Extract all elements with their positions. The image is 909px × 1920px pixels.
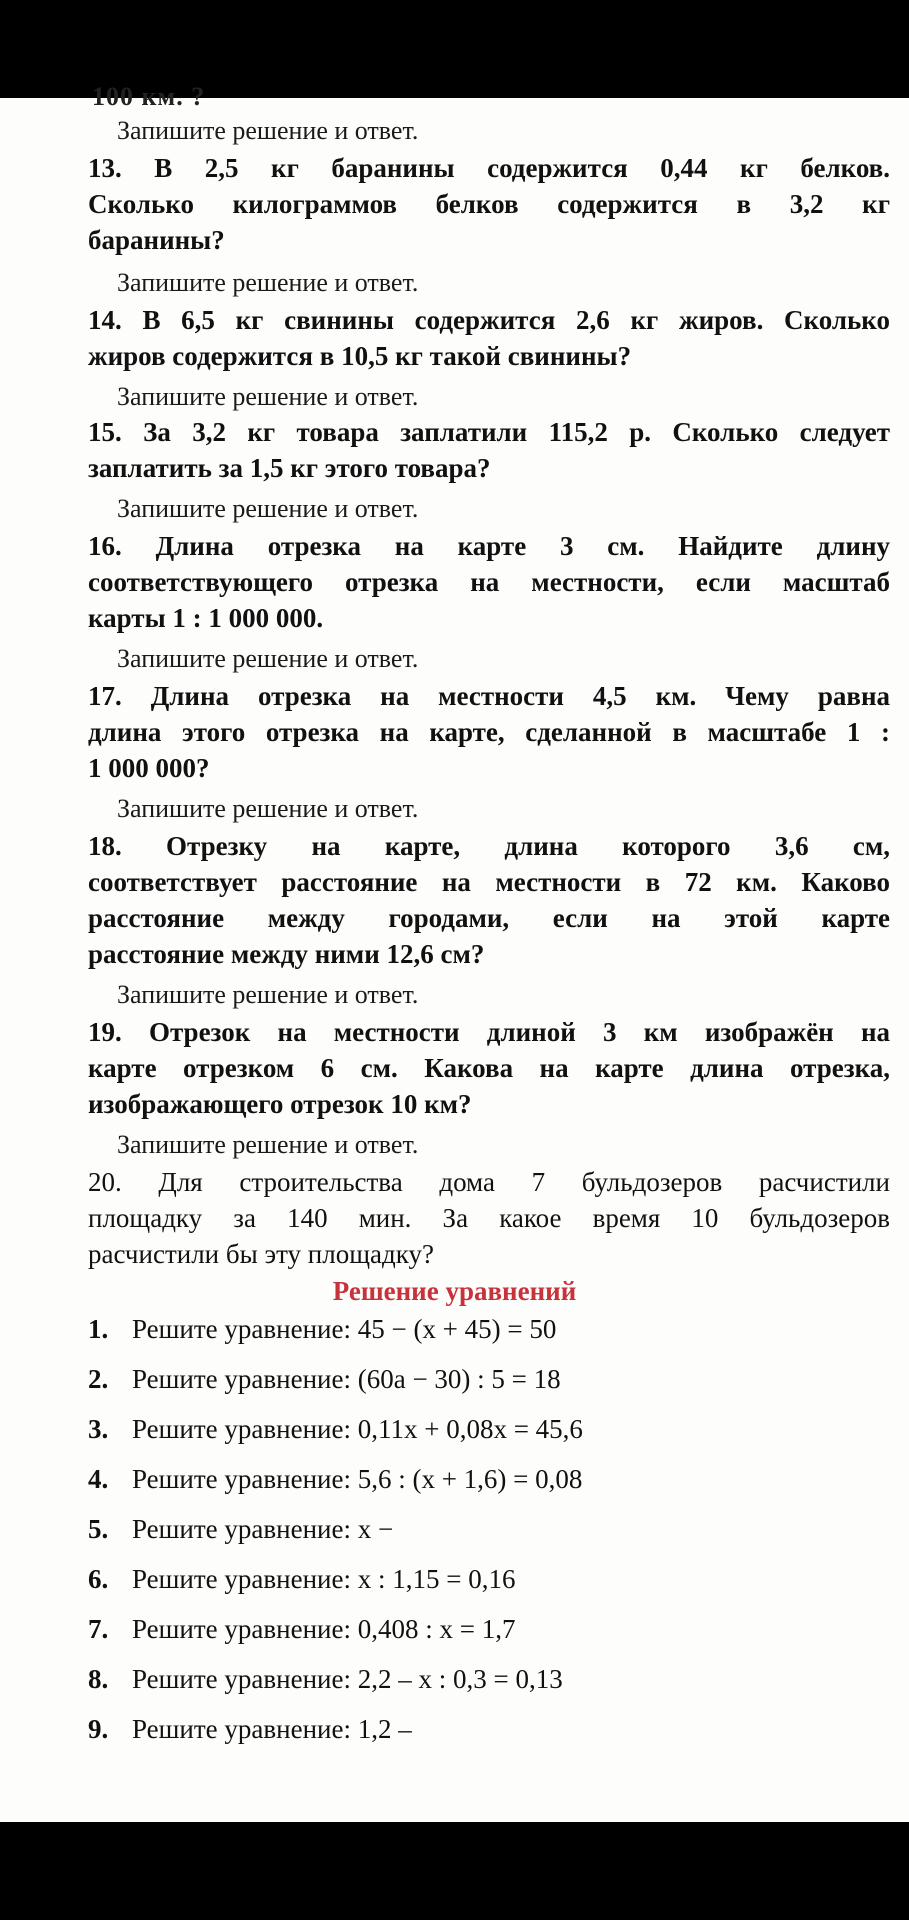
cut-off-text: 100 км. ? xyxy=(92,82,206,111)
equation-number: 5. xyxy=(88,1514,109,1544)
equation-text: Решите уравнение: x − xyxy=(132,1514,394,1544)
instruction-text: Запишите решение и ответ. xyxy=(117,494,419,523)
problem-line: 17. Длина отрезка на местности 4,5 км. Чему равна xyxy=(88,681,890,711)
problem-line: карты 1 : 1 000 000. xyxy=(88,603,324,633)
problem-line: соответствующего отрезка на местности, если масштаб xyxy=(88,567,890,597)
problem-16 xyxy=(88,528,890,636)
problem-line: длина этого отрезка на карте, сделанной в масштабе 1 : xyxy=(88,717,890,747)
equation-text: Решите уравнение: (60a − 30) : 5 = 18 xyxy=(132,1364,561,1394)
problem-line: баранины? xyxy=(88,225,225,255)
problem-line: изображающего отрезок 10 км? xyxy=(88,1089,472,1119)
equation-text: Решите уравнение: 0,408 : x = 1,7 xyxy=(132,1614,516,1644)
equation-number: 2. xyxy=(88,1364,109,1394)
equation-1 xyxy=(88,1314,556,1345)
problem-line: 18. Отрезку на карте, длина которого 3,6 см, xyxy=(88,831,890,861)
equation-9 xyxy=(88,1714,412,1745)
instruction-text: Запишите решение и ответ. xyxy=(117,644,419,673)
instruction-text: Запишите решение и ответ. xyxy=(117,980,419,1009)
equation-number: 9. xyxy=(88,1714,109,1744)
equation-8 xyxy=(88,1664,563,1695)
bottom-black-bar xyxy=(0,1822,909,1920)
problem-line: соответствует расстояние на местности в 72 км. Каково xyxy=(88,867,890,897)
problem-line: 14. В 6,5 кг свинины содержится 2,6 кг жиров. Сколько xyxy=(88,305,890,335)
problem-line: 16. Длина отрезка на карте 3 см. Найдите длину xyxy=(88,531,890,561)
problem-line: 19. Отрезок на местности длиной 3 км изображён на xyxy=(88,1017,890,1047)
equation-4 xyxy=(88,1464,582,1495)
equation-text: Решите уравнение: 5,6 : (x + 1,6) = 0,08 xyxy=(132,1464,583,1494)
section-title: Решение уравнений xyxy=(332,1276,577,1306)
equation-5 xyxy=(88,1514,393,1545)
problem-line: жиров содержится в 10,5 кг такой свинины? xyxy=(88,341,632,371)
problem-19 xyxy=(88,1014,890,1122)
equation-text: Решите уравнение: x : 1,15 = 0,16 xyxy=(132,1564,516,1594)
problem-20 xyxy=(88,1164,890,1272)
problem-15 xyxy=(88,414,890,486)
equation-number: 3. xyxy=(88,1414,109,1444)
equation-number: 4. xyxy=(88,1464,109,1494)
problem-line: 15. За 3,2 кг товара заплатили 115,2 р. Сколько следует xyxy=(88,417,890,447)
instruction-text: Запишите решение и ответ. xyxy=(117,794,419,823)
document-page xyxy=(0,82,909,1822)
instruction-text: Запишите решение и ответ. xyxy=(117,116,419,145)
problem-18 xyxy=(88,828,890,972)
equation-7 xyxy=(88,1614,515,1645)
problem-line: 20. Для строительства дома 7 бульдозеров расчистили xyxy=(88,1167,890,1197)
problem-13 xyxy=(88,150,890,258)
problem-14 xyxy=(88,302,890,374)
equation-number: 8. xyxy=(88,1664,109,1694)
equation-text: Решите уравнение: 1,2 – xyxy=(132,1714,412,1744)
problem-line: расстояние между ними 12,6 см? xyxy=(88,939,485,969)
instruction-text: Запишите решение и ответ. xyxy=(117,268,419,297)
problem-line: площадку за 140 мин. За какое время 10 бульдозеров xyxy=(88,1203,890,1233)
equation-text: Решите уравнение: 2,2 – x : 0,3 = 0,13 xyxy=(132,1664,563,1694)
problem-line: расчистили бы эту площадку? xyxy=(88,1239,434,1269)
problem-17 xyxy=(88,678,890,786)
problem-line: расстояние между городами, если на этой карте xyxy=(88,903,890,933)
equation-number: 6. xyxy=(88,1564,109,1594)
equation-text: Решите уравнение: 0,11x + 0,08x = 45,6 xyxy=(132,1414,583,1444)
equation-3 xyxy=(88,1414,583,1445)
problem-line: Сколько килограммов белков содержится в 3,2 кг xyxy=(88,189,890,219)
equation-number: 1. xyxy=(88,1314,109,1344)
problem-line: карте отрезком 6 см. Какова на карте длина отрезка, xyxy=(88,1053,890,1083)
problem-line: 1 000 000? xyxy=(88,753,210,783)
equation-text: Решите уравнение: 45 − (x + 45) = 50 xyxy=(132,1314,557,1344)
instruction-text: Запишите решение и ответ. xyxy=(117,1130,419,1159)
equation-2 xyxy=(88,1364,561,1395)
problem-line: заплатить за 1,5 кг этого товара? xyxy=(88,453,491,483)
problem-line: 13. В 2,5 кг баранины содержится 0,44 кг белков. xyxy=(88,153,890,183)
equation-number: 7. xyxy=(88,1614,109,1644)
instruction-text: Запишите решение и ответ. xyxy=(117,382,419,411)
equation-6 xyxy=(88,1564,515,1595)
